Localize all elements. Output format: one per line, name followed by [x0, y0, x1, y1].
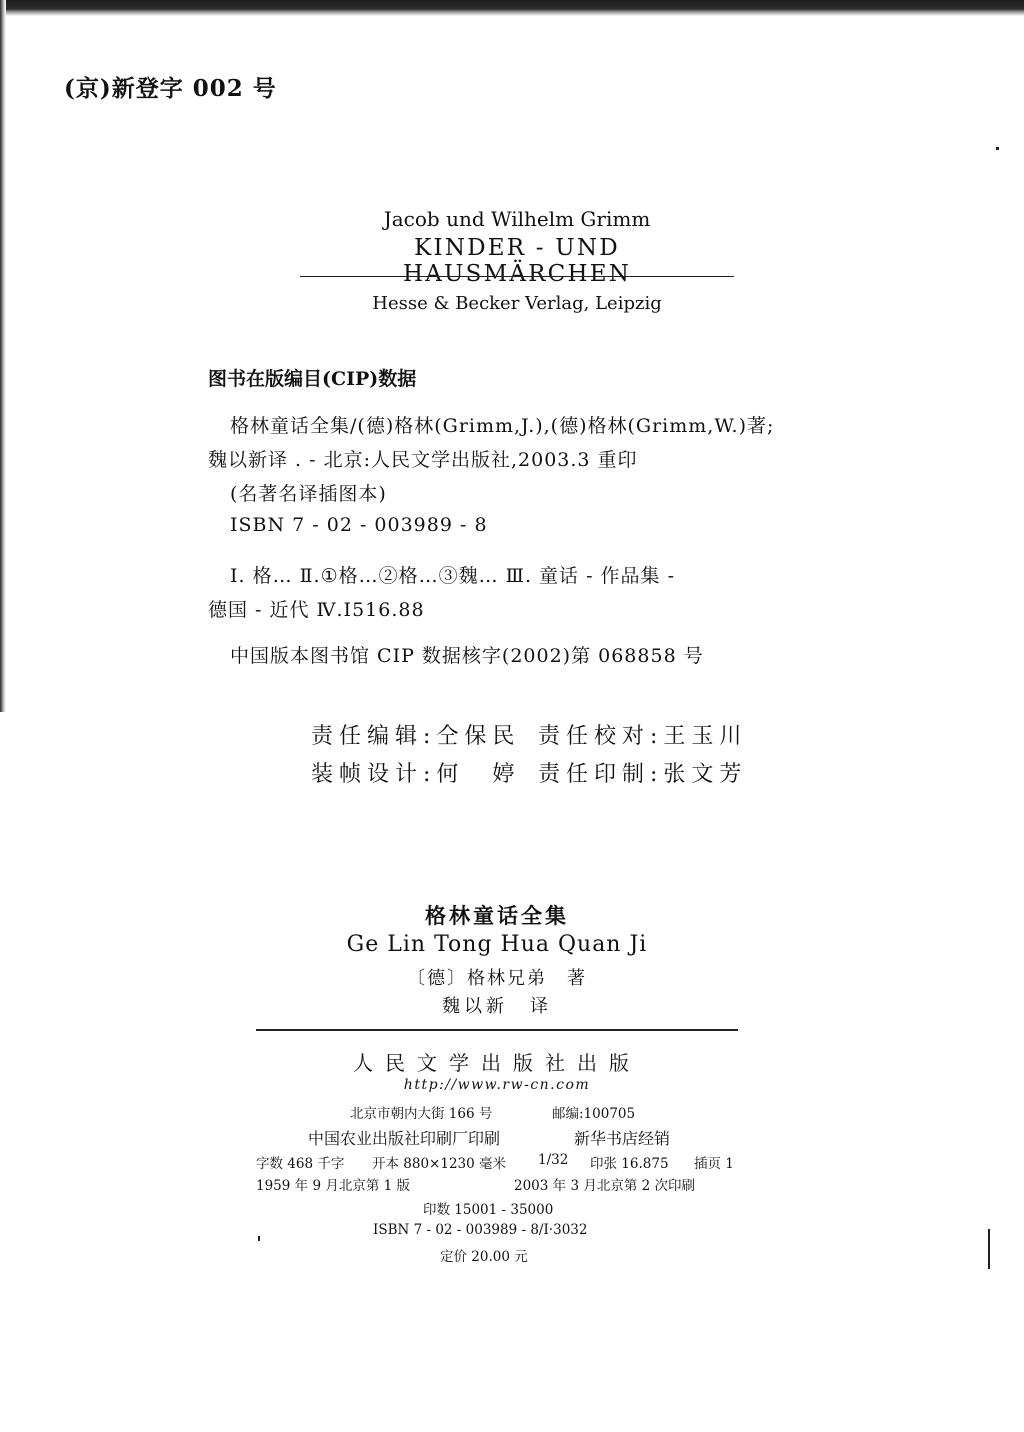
book-pinyin: Ge Lin Tong Hua Quan Ji: [346, 932, 648, 957]
imprint-publisher: 人民文学出版社出版: [353, 1051, 641, 1075]
imprint-isbn: ISBN 7 - 02 - 003989 - 8/I·3032: [373, 1222, 588, 1238]
imprint-print-run: 印数 15001 - 35000: [423, 1202, 554, 1218]
credit-printing: 责任印制:张文芳: [538, 762, 748, 787]
cip-line-2: 魏以新译 . - 北京:人民文学出版社,2003.3 重印: [208, 449, 638, 471]
imprint-postcode: 邮编:100705: [552, 1106, 636, 1122]
book-author: 〔德〕格林兄弟 著: [407, 968, 587, 989]
imprint-fold: 1/32: [538, 1152, 569, 1168]
cip-line-3: (名著名译插图本): [230, 483, 387, 505]
cip-line-5: Ⅰ. 格… Ⅱ.①格…②格…③魏… Ⅲ. 童话 - 作品集 -: [230, 565, 676, 587]
scan-left-edge: [0, 0, 6, 712]
imprint-words: 字数 468 千字: [256, 1156, 345, 1172]
title-rule: [300, 276, 734, 277]
margin-tick: [258, 1236, 260, 1241]
scan-top-edge: [0, 0, 1024, 16]
original-title: KINDER - UND HAUSMÄRCHEN: [402, 235, 632, 287]
cip-line-7: 中国版本图书馆 CIP 数据核字(2002)第 068858 号: [230, 645, 704, 667]
imprint-url: http://www.rw-cn.com: [403, 1077, 591, 1093]
credit-designer: 装帧设计:何 婷: [311, 762, 521, 787]
original-authors: Jacob und Wilhelm Grimm: [383, 207, 651, 231]
book-translator: 魏以新 译: [442, 996, 552, 1017]
cip-heading: 图书在版编目(CIP)数据: [208, 368, 417, 390]
imprint-sheets: 印张 16.875: [590, 1156, 669, 1172]
margin-bar: [988, 1229, 990, 1269]
imprint-address: 北京市朝内大街 166 号: [350, 1106, 493, 1122]
imprint-rule: [256, 1029, 738, 1031]
imprint-reprint: 2003 年 3 月北京第 2 次印刷: [514, 1178, 695, 1194]
imprint-price: 定价 20.00 元: [440, 1249, 528, 1265]
imprint-first-edition: 1959 年 9 月北京第 1 版: [256, 1178, 410, 1194]
book-title: 格林童话全集: [425, 903, 569, 928]
imprint-plates: 插页 1: [694, 1156, 734, 1172]
cip-line-6: 德国 - 近代 Ⅳ.I516.88: [208, 599, 425, 621]
credit-editor: 责任编辑:仝保民: [311, 724, 521, 749]
cip-line-1: 格林童话全集/(德)格林(Grimm,J.),(德)格林(Grimm,W.)著;: [230, 415, 775, 437]
original-publisher: Hesse & Becker Verlag, Leipzig: [372, 293, 662, 314]
cip-line-4: ISBN 7 - 02 - 003989 - 8: [230, 514, 488, 536]
imprint-distributor: 新华书店经销: [574, 1129, 671, 1148]
registration-number: (京)新登字 002 号: [64, 75, 277, 102]
credit-proofreader: 责任校对:王玉川: [538, 724, 748, 749]
scan-speck: [996, 147, 999, 150]
imprint-printer: 中国农业出版社印刷厂印刷: [308, 1129, 501, 1148]
imprint-format: 开本 880×1230 毫米: [372, 1156, 507, 1172]
